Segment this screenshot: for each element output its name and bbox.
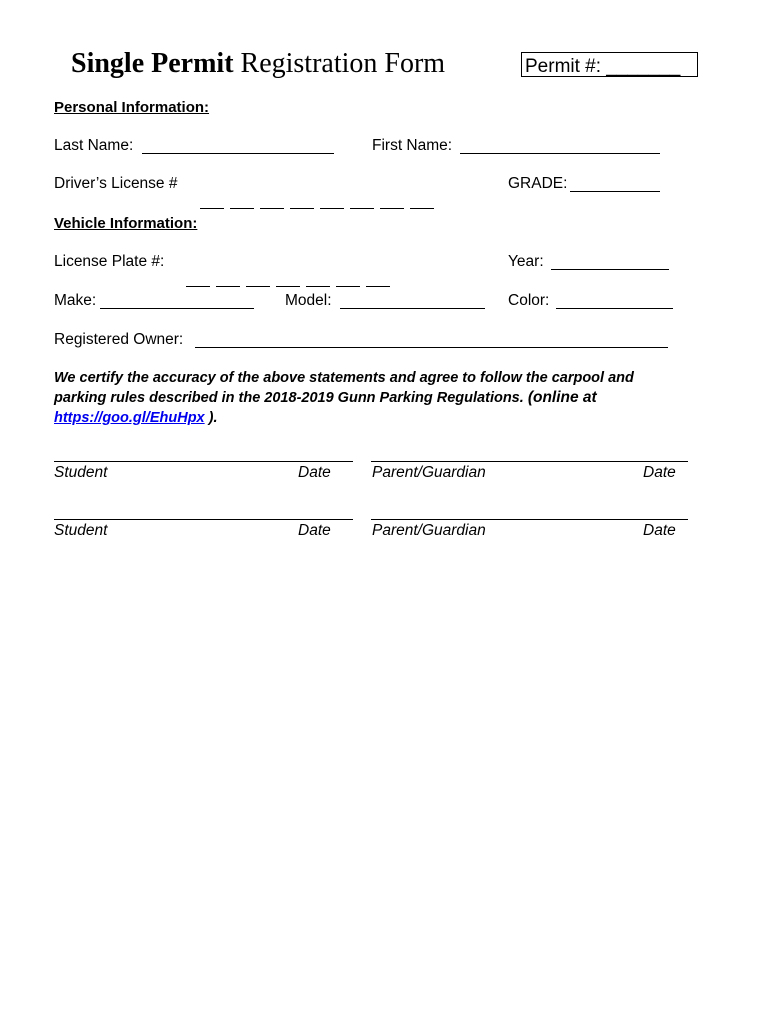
license-digit-blank	[320, 196, 344, 209]
color-field[interactable]	[556, 308, 673, 309]
drivers-license-field[interactable]	[191, 178, 440, 214]
student-label: Student	[54, 464, 108, 481]
make-field[interactable]	[100, 308, 254, 309]
plate-char-blank	[366, 274, 390, 287]
license-digit-blank	[200, 196, 224, 209]
student-date-label: Date	[298, 522, 331, 539]
parent-guardian-label: Parent/Guardian	[372, 522, 486, 539]
permit-number-box[interactable]: Permit #: _______	[521, 52, 698, 77]
license-digit-blank	[410, 196, 434, 209]
form-title-rest: Registration Form	[233, 48, 446, 79]
license-plate-label: License Plate #:	[54, 253, 165, 270]
student-signature-line[interactable]	[54, 519, 353, 520]
certification-statement	[54, 368, 674, 428]
plate-char-blank	[306, 274, 330, 287]
student-signature-line[interactable]	[54, 461, 353, 462]
year-field[interactable]	[551, 269, 669, 270]
parent-signature-line[interactable]	[371, 461, 688, 462]
plate-char-blank	[246, 274, 270, 287]
color-label: Color:	[508, 292, 550, 309]
year-label: Year:	[508, 253, 544, 270]
grade-label: GRADE:	[508, 175, 568, 192]
license-digit-blank	[260, 196, 284, 209]
plate-char-blank	[216, 274, 240, 287]
first-name-label: First Name:	[372, 137, 453, 154]
student-label: Student	[54, 522, 108, 539]
regulations-link[interactable]: https://goo.gl/EhuHpx	[54, 410, 205, 426]
make-label: Make:	[54, 292, 97, 309]
registered-owner-field[interactable]	[195, 347, 668, 348]
first-name-field[interactable]	[460, 153, 660, 154]
parent-date-label: Date	[643, 522, 676, 539]
drivers-license-label: Driver’s License #	[54, 175, 178, 192]
last-name-field[interactable]	[142, 153, 334, 154]
plate-char-blank	[336, 274, 360, 287]
grade-field[interactable]	[570, 191, 660, 192]
parent-guardian-label: Parent/Guardian	[372, 464, 486, 481]
model-label: Model:	[285, 292, 332, 309]
model-field[interactable]	[340, 308, 485, 309]
form-title	[71, 47, 445, 81]
license-plate-field[interactable]	[177, 256, 396, 292]
plate-char-blank	[276, 274, 300, 287]
certification-online: (online at	[527, 389, 597, 406]
certification-text: We certify the accuracy of the above statements and agree to follow the carpool and parking rules described in the 2018-2019 Gunn Parking Regulations.	[54, 370, 634, 406]
vehicle-info-heading: Vehicle Information:	[54, 215, 198, 232]
last-name-label: Last Name:	[54, 137, 134, 154]
registered-owner-label: Registered Owner:	[54, 331, 184, 348]
plate-char-blank	[186, 274, 210, 287]
certification-end: ).	[204, 410, 218, 426]
license-digit-blank	[290, 196, 314, 209]
license-digit-blank	[230, 196, 254, 209]
parent-date-label: Date	[643, 464, 676, 481]
license-digit-blank	[380, 196, 404, 209]
student-date-label: Date	[298, 464, 331, 481]
license-digit-blank	[350, 196, 374, 209]
form-title-bold: Single Permit	[71, 48, 234, 79]
personal-info-heading: Personal Information:	[54, 99, 210, 116]
parent-signature-line[interactable]	[371, 519, 688, 520]
